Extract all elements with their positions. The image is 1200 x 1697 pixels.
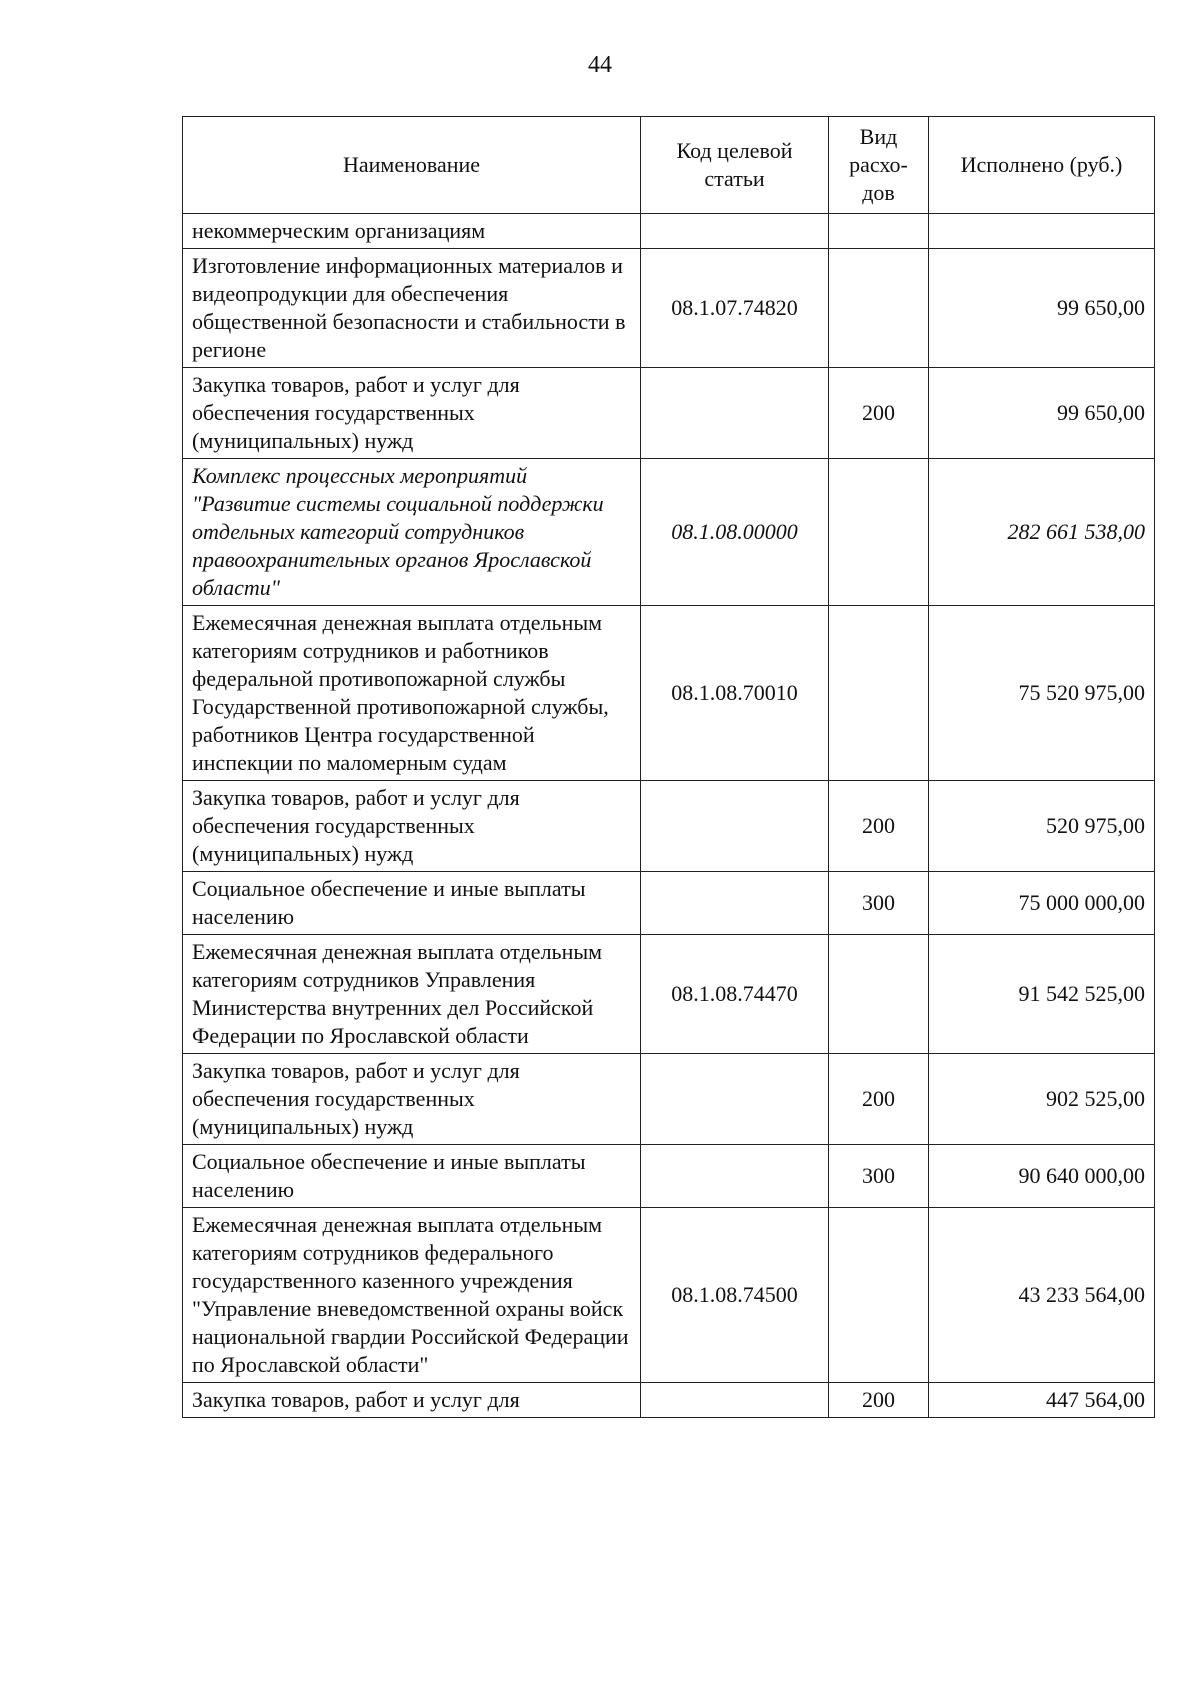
table-row	[183, 368, 1155, 459]
cell-kind: 200	[829, 781, 929, 872]
cell-kind: 200	[829, 1383, 929, 1418]
cell-kind	[829, 1208, 929, 1383]
cell-name: Закупка товаров, работ и услуг для обеспечения государственных (муниципальных) нужд	[183, 1054, 641, 1145]
table-row	[183, 249, 1155, 368]
cell-name: некоммерческим организациям	[183, 214, 641, 249]
cell-sum: 90 640 000,00	[929, 1145, 1155, 1208]
cell-sum: 520 975,00	[929, 781, 1155, 872]
cell-name: Ежемесячная денежная выплата отдельным категориям сотрудников Управления Министерства внутренних дел Российской Федерации по Ярославской области	[183, 935, 641, 1054]
header-code: Код целевой статьи	[641, 117, 829, 214]
cell-code	[641, 368, 829, 459]
cell-code: 08.1.07.74820	[641, 249, 829, 368]
cell-name: Изготовление информационных материалов и видеопродукции для обеспечения общественной безопасности и стабильности в регионе	[183, 249, 641, 368]
cell-sum: 447 564,00	[929, 1383, 1155, 1418]
table-row	[183, 1054, 1155, 1145]
table-row	[183, 1145, 1155, 1208]
table-row	[183, 459, 1155, 606]
cell-kind	[829, 935, 929, 1054]
cell-code	[641, 781, 829, 872]
cell-sum: 91 542 525,00	[929, 935, 1155, 1054]
table-row	[183, 1383, 1155, 1418]
table-header-row	[183, 117, 1155, 214]
cell-kind	[829, 249, 929, 368]
cell-sum: 902 525,00	[929, 1054, 1155, 1145]
cell-kind: 300	[829, 1145, 929, 1208]
cell-name: Социальное обеспечение и иные выплаты населению	[183, 1145, 641, 1208]
cell-name: Закупка товаров, работ и услуг для	[183, 1383, 641, 1418]
table-row	[183, 606, 1155, 781]
cell-code	[641, 214, 829, 249]
budget-table	[182, 116, 1155, 1418]
cell-name: Комплекс процессных мероприятий "Развитие системы социальной поддержки отдельных категорий сотрудников правоохранительных органов Ярославской области"	[183, 459, 641, 606]
cell-name: Ежемесячная денежная выплата отдельным категориям сотрудников и работников федеральной противопожарной службы Государственной противопожарной службы, работников Центра государственной инспекции по маломерным судам	[183, 606, 641, 781]
cell-sum: 282 661 538,00	[929, 459, 1155, 606]
page-number: 44	[588, 52, 612, 78]
cell-code	[641, 1145, 829, 1208]
cell-code: 08.1.08.70010	[641, 606, 829, 781]
cell-name: Закупка товаров, работ и услуг для обеспечения государственных (муниципальных) нужд	[183, 781, 641, 872]
cell-sum: 43 233 564,00	[929, 1208, 1155, 1383]
cell-kind: 300	[829, 872, 929, 935]
header-name: Наименование	[183, 117, 641, 214]
cell-code: 08.1.08.74470	[641, 935, 829, 1054]
header-kind: Вид расхо- дов	[829, 117, 929, 214]
cell-code	[641, 1054, 829, 1145]
cell-sum: 75 000 000,00	[929, 872, 1155, 935]
table-row	[183, 781, 1155, 872]
table-row	[183, 935, 1155, 1054]
cell-code	[641, 872, 829, 935]
cell-kind	[829, 214, 929, 249]
header-sum: Исполнено (руб.)	[929, 117, 1155, 214]
cell-kind	[829, 459, 929, 606]
cell-sum: 75 520 975,00	[929, 606, 1155, 781]
cell-sum: 99 650,00	[929, 249, 1155, 368]
table-row	[183, 872, 1155, 935]
cell-code	[641, 1383, 829, 1418]
cell-code: 08.1.08.00000	[641, 459, 829, 606]
cell-name: Закупка товаров, работ и услуг для обеспечения государственных (муниципальных) нужд	[183, 368, 641, 459]
cell-name: Социальное обеспечение и иные выплаты населению	[183, 872, 641, 935]
cell-code: 08.1.08.74500	[641, 1208, 829, 1383]
cell-kind: 200	[829, 368, 929, 459]
cell-name: Ежемесячная денежная выплата отдельным категориям сотрудников федерального государственного казенного учреждения "Управление вневедомственной охраны войск национальной гвардии Российской Федерации по Ярославской области"	[183, 1208, 641, 1383]
table-row	[183, 1208, 1155, 1383]
cell-sum: 99 650,00	[929, 368, 1155, 459]
table-row	[183, 214, 1155, 249]
cell-kind	[829, 606, 929, 781]
cell-sum	[929, 214, 1155, 249]
cell-kind: 200	[829, 1054, 929, 1145]
